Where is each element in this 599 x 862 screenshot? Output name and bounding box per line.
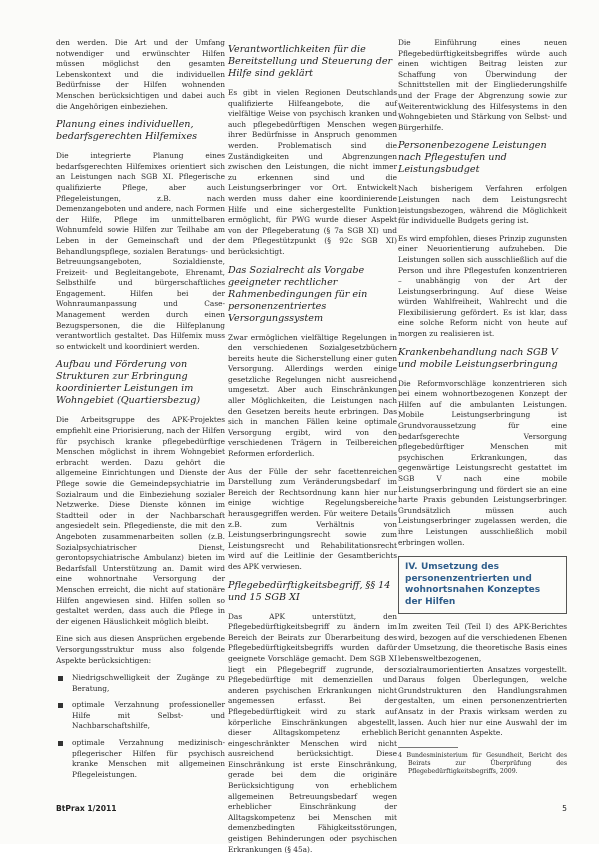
list-item: optimale Verzahnung medizinisch-pflegerischer Hilfen für psychisch kranke Menschen mit allgemeinen Pflegeleistungen. [56, 738, 225, 780]
bullet-list [56, 673, 225, 780]
heading-verantwortung: Verantwortlichkeiten für die Bereitstellung und Steuerung der Hilfe sind geklärt [228, 44, 393, 79]
column-left [56, 38, 225, 787]
paragraph-list-intro: Eine sich aus diesen Ansprüchen ergebende Versorgungsstruktur muss also folgende Aspekte berücksichtigen: [56, 634, 225, 665]
page-footer [56, 804, 567, 818]
section-number: IV. [405, 562, 418, 573]
column-middle [228, 38, 397, 862]
heading-aufbau: Aufbau und Förderung von Strukturen zur Erbringung koordinierter Leistungen im Wohngebiet (Quartiersbezug) [56, 359, 201, 407]
paragraph-intro-right: Die Einführung eines neuen Pflegebedürftigkeitsbegriffes würde auch einen wichtigen Beitrag leisten zur Schaffung von Überwindung der Schnittstellen mit der Eingliederungshilfe und der Frage der Abgrenzung sowie zur Weiterentwicklung des Hilfesystems in den Wohngebieten und Stärkung von Selbst- und Bürgerhilfe. [398, 38, 567, 132]
heading-kranken: Krankenbehandlung nach SGB V und mobile Leistungserbringung [398, 346, 558, 370]
section-heading [405, 562, 560, 608]
paragraph-planung: Die integrierte Planung eines bedarfsgerechten Hilfemixes orientiert sich an Leistungen nach SGB XI. Pflegerische qualifizierte Pflege, aber auch Pflegeleistungen, z.B. nach Demenzangeboten und andere, nach Formen der Hilfe, Pflege im unmittelbaren Wohnumfeld sowie Hilfen zur Teilhabe am Leben in der Gemeinschaft und der Behandlungspflege, sozialen Beratungs- und Betreuungsangeboten, Sozialdienste, Freizeit- und Begleitangebote, Ehrenamt, Selbsthilfe und bürgerschaftliches Engagement. Hilfen bei der Wohnraumanpassung und Case-Management werden durch einen Bezugspersonen, die die Hilfeplanung verantwortlich gestaltet. Das Hilfemix muss so entwickelt und koordiniert werden. [56, 151, 225, 351]
paragraph-intro: den werden. Die Art und der Umfang notwendiger und erwünschter Hilfen müssen möglichst den gesamten Lebenskontext und die individuellen Bedürfnisse der Hilfen wohnenden Menschen berücksichtigen und dabei auch die Angehörigen einbeziehen. [56, 38, 225, 111]
journal-name: BtPrax 1/2011 [56, 804, 117, 813]
heading-sozialrecht: Das Sozialrecht als Vorgabe geeigneter rechtlicher Rahmenbedingungen für ein personenzentriertes Versorgungssystem [228, 264, 368, 324]
paragraph-personen: Nach bisherigem Verfahren erfolgen Leistungen nach dem Leistungsrecht leistungsbezogen, während die Möglichkeit für individuelle Budgets gering ist. [398, 184, 567, 226]
list-item: Niedrigschwelligkeit der Zugänge zu Beratung, [56, 673, 225, 694]
footnote: 4 Bundesministerium für Gesundheit, Bericht des Beirats zur Überprüfung des Pflegebedürftigkeitsbegriffs, 2009. [398, 751, 567, 776]
heading-planung: Planung eines individuellen, bedarfsgerechten Hilfemixes [56, 119, 198, 143]
page-number: 5 [562, 804, 567, 813]
section-heading-box [398, 556, 567, 614]
paragraph-umsetzung: Im zweiten Teil (Teil I) des APK-Berichtes wird, bezogen auf die verschiedenen Ebenen der Umsetzung, die theoretische Basis eines lebensweltbezogenen, sozialraumorientierten Ansatzes vorgestellt. Daraus folgen Überlegungen, welche Grundstrukturen den Handlungsrahmen gestalten, um einen personenzentrierten Ansatz in der Praxis wirksam werden zu lassen. Auch hier nur eine Auswahl der im Bericht genannten Aspekte. [398, 622, 567, 738]
section-title: Umsetzung des personenzentrierten und wohnortsnahen Konzeptes der Hilfen [405, 562, 541, 607]
paragraph-pflegebeduerftigkeit: Das APK unterstützt, den Pflegebedürftigkeitsbegriff zu ändern im Bereich der Beirats zur Überarbeitung des Pflegebedürftigkeitsbegriffs wurden dafür geeignete Vorschläge gemacht. Dem SGB XI liegt ein Pflegebegriff zugrunde, der Pflegebedürftige mit demenziellen und anderen psychischen Erkrankungen nicht angemessen erfasst. Bei der Pflegebedürftigkeit wird zu stark auf körperliche Einschränkungen abgestellt, dieser Alltagskompetenz erheblich eingeschränkter Menschen wird nicht ausreichend berücksichtigt. Diese Einschränkung ist erste Einschränkung, gerade bei dem die originäre Berücksichtigung von erheblichem allgemeinen Betreuungsbedarf wegen erheblicher Einschränkung der Alltagskompetenz bei Menschen mit demenzbedingten Fähigkeitsstörungen, geistigen Behinderungen oder psychischen Erkrankungen (§ 45a). [228, 611, 397, 854]
paragraph-verantwortung: Es gibt in vielen Regionen Deutschlands qualifizierte Hilfeangebote, die auf vielfältige Weise von psychisch kranken und auch pflegebedürftigen Menschen wegen ihrer Bedürfnisse in Anspruch genommen werden. Problematisch sind die Zuständigkeiten und Abgrenzungen zwischen den Leistungen, die nicht immer zu erkennen sind und die Leistungserbringer vor Ort. Entwickelt werden muss daher eine koordinierende Hilfe und eine sichergestellte Funktion ermöglicht, für PWG wurde dieser Aspekt von der Pflegeberatung (§ 7a SGB XI) und dem Pflegestützpunkt (§ 92c SGB XI) berücksichtigt. [228, 88, 397, 256]
footnote-divider [398, 747, 458, 748]
paragraph-aufbau: Die Arbeitsgruppe des APK-Projektes empfiehlt eine Priorisierung, nach der Hilfen für psychisch kranke pflegebedürftige Menschen möglichst in ihrem Wohngebiet erbracht werden. Dazu gehört die allgemeine Einrichtungen und Dienste der Pflege sowie die Gemeindepsychiatrie im Sozialraum und die Einbeziehung sozialer Netzwerke. Diese Dienste können im Stadtteil oder in der Nachbarschaft angesiedelt sein. Pflegedienste, die mit den Angeboten zusammenarbeiten sollen (z.B. Sozialpsychiatrischer Dienst, gerontopsychiatrische Ambulanz) bieten im Bedarfsfall Unterstützung an. Damit wird eine wohnortnahe Versorgung der Menschen erreicht, die nicht auf stationäre Hilfen angewiesen sind. Hilfen sollen so gestaltet werden, dass auch die Pflege in der eigenen Häuslichkeit möglich bleibt. [56, 415, 225, 626]
column-right [398, 38, 567, 783]
paragraph-sozialrecht-2: Aus der Fülle der sehr facettenreichen Darstellung zum Veränderungsbedarf im Bereich der Rechtsordnung kann hier nur einige wichtige Regelungsbereiche herausgegriffen werden. Für weitere Details z.B. zum Verhältnis von Leistungserbringungsrecht sowie zum Leistungsrecht und Rehabilitationsrecht wird auf die Leitlinie der Gesamtberichts des APK verwiesen. [228, 466, 397, 571]
paragraph-sozialrecht: Zwar ermöglichen vielfältige Regelungen in den verschiedenen Sozialgesetzbüchern bereits heute die Sicherstellung einer guten Versorgung. Allerdings werden einige gesetzliche Regelungen nicht ausreichend umgesetzt. Aber auch Einschränkungen aller Möglichkeiten, die Leistungen nach den Gesetzen bereits heute erbringen. Das sich in manchen Fällen keine optimale Versorgung ergibt, wird von den verschiedenen Trägern in Teilbereichen Reformen erforderlich. [228, 332, 397, 459]
list-item: optimale Verzahnung professioneller Hilfe mit Selbst- und Nachbarschaftshilfe, [56, 700, 225, 732]
paragraph-kranken: Die Reformvorschläge konzentrieren sich bei einem wohnortbezogenen Konzept der Hilfen auf die ambulanten Leistungen. Mobile Leistungserbringung ist Grundvoraussetzung für eine bedarfsgerechte Versorgung pflegebedürftiger Menschen mit psychischen Erkrankungen, das gegenwärtige Leistungsrecht gestattet im SGB V nach eine mobile Leistungserbringung und fördert sie an eine harte Praxis gebunden Leistungserbringer. Grundsätzlich müssen auch Leistungserbringer zugelassen werden, die ihre Leistungen ausschließlich mobil erbringen wollen. [398, 378, 567, 547]
heading-pflegebeduerftigkeit: Pflegebedürftigkeitsbegriff, §§ 14 und 15 SGB XI [228, 579, 391, 603]
heading-personen: Personenbezogene Leistungen nach Pflegestufen und Leistungsbudget [398, 140, 547, 176]
paragraph-personen-2: Es wird empfohlen, dieses Prinzip zugunsten einer Neuorientierung aufzuheben. Die Leistungen sollen sich ausschließlich auf die Person und ihre Pflegestufen konzentrieren – unabhängig von der Art der Leistungserbringung. Auf diese Weise würden Wahlfreiheit, Wahlrecht und die Flexibilisierung gefördert. Es ist klar, dass eine solche Reform nicht von heute auf morgen zu realisieren ist. [398, 233, 567, 339]
